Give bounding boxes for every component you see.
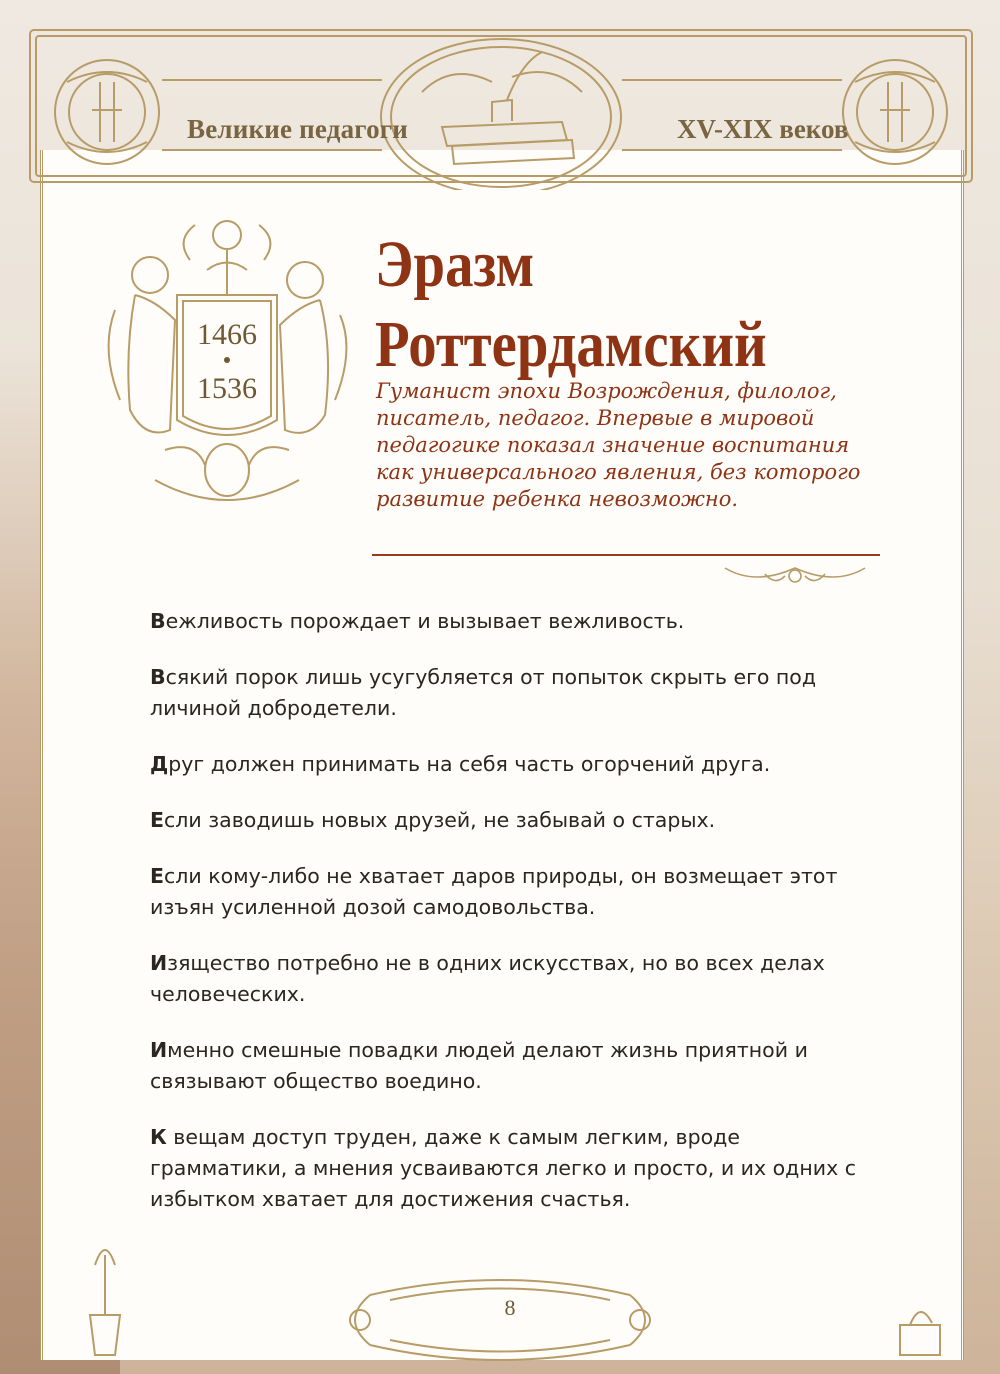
page-number: 8 — [504, 1295, 516, 1320]
header-ornament — [22, 22, 980, 190]
header-right-label: XV-XIX веков — [677, 114, 849, 144]
subtitle: Гуманист эпохи Возрождения, филолог, писатель, педагог. Впервые в мировой педагогике показал значение воспитания как универсального явления, без которого развитие ребенка невозможно. — [376, 379, 861, 511]
quote-item: Именно смешные повадки людей делают жизнь приятной и связывают общество воедино. — [150, 1038, 808, 1093]
quote-item: Друг должен принимать на себя часть огорчений друга. — [150, 752, 771, 776]
title-line-2: Роттердамский — [375, 308, 767, 381]
quote-item: Если заводишь новых друзей, не забывай о старых. — [150, 808, 716, 832]
quote-item: Всякий порок лишь усугубляется от попыток скрыть его под личиной добродетели. — [150, 665, 817, 720]
crest-emblem — [95, 200, 360, 525]
title-line-1: Эразм — [375, 228, 535, 301]
flourish-ornament — [715, 556, 875, 596]
quote-item: Вежливость порождает и вызывает вежливость. — [150, 609, 685, 633]
death-year: 1536 — [197, 372, 257, 405]
birth-year: 1466 — [197, 318, 257, 351]
header-left-label: Великие педагоги — [187, 114, 408, 144]
quote-item: К вещам доступ труден, даже к самым легким, вроде грамматики, а мнения усваиваются легко и просто, и их одних с избытком хватает для достижения счастья. — [150, 1125, 856, 1211]
quote-item: Изящество потребно не в одних искусствах, но во всех делах человеческих. — [150, 951, 825, 1006]
quotes-list — [150, 606, 870, 1240]
page-title — [375, 225, 822, 385]
footer-ornament — [40, 1205, 960, 1365]
quote-item: Если кому-либо не хватает даров природы, он возмещает этот изъян усиленной дозой самодовольства. — [150, 864, 838, 919]
